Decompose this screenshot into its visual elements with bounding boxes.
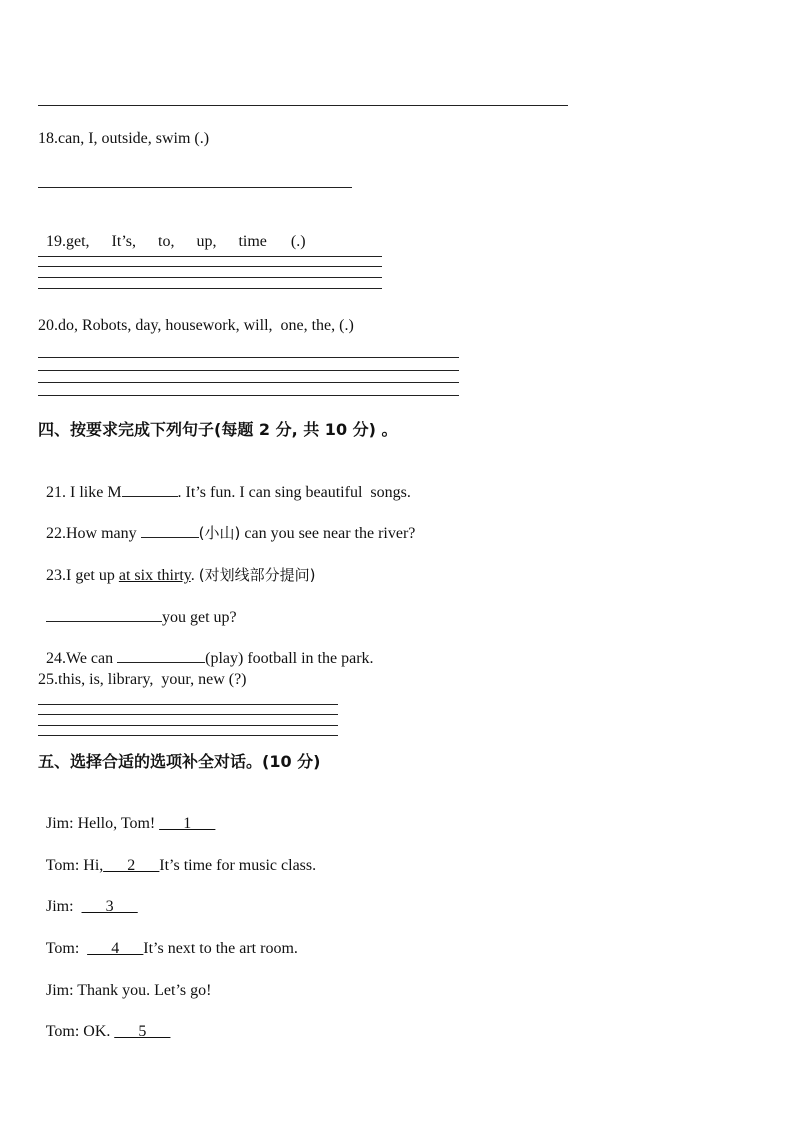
question-text: (play) football in the park. — [205, 650, 374, 667]
dialogue-text: OK. — [83, 1023, 115, 1040]
word: time — [238, 233, 267, 250]
speaker: Jim: — [46, 982, 74, 999]
dialogue-line — [38, 794, 215, 834]
answer-line — [38, 288, 382, 289]
question-18: 18.can, I, outside, swim (.) — [38, 130, 210, 147]
dialogue-text: It’s time for music class. — [159, 857, 317, 874]
dialogue-blank[interactable]: ___2___ — [103, 857, 160, 874]
dialogue-line — [38, 836, 316, 876]
dialogue-blank[interactable]: ___4___ — [87, 940, 144, 957]
answer-line — [38, 105, 568, 106]
fill-blank[interactable] — [122, 482, 178, 497]
answer-line — [38, 187, 352, 188]
dialogue-text: It’s next to the art room. — [143, 940, 298, 957]
fill-blank[interactable] — [117, 648, 205, 663]
answer-line — [38, 704, 338, 705]
hint-text: (小山) — [198, 524, 241, 542]
question-number: 19. — [46, 233, 66, 250]
dialogue-line — [38, 919, 298, 959]
word: up, — [196, 233, 217, 250]
fill-blank[interactable] — [141, 523, 199, 538]
answer-line — [38, 357, 459, 358]
word: It’s, — [111, 233, 136, 250]
dialogue-line — [38, 877, 138, 917]
question-text: can you see near the river? — [240, 525, 416, 542]
answer-line — [38, 382, 459, 383]
dialogue-line — [38, 1002, 170, 1042]
question-text: 21. I like M — [46, 484, 122, 501]
word: get, — [66, 233, 90, 250]
answer-line — [38, 370, 459, 371]
dialogue-text: Hi, — [83, 857, 104, 874]
fill-blank[interactable] — [46, 607, 162, 622]
dialogue-blank[interactable]: ___3___ — [81, 898, 138, 915]
question-text: you get up? — [162, 609, 237, 626]
question-24 — [38, 628, 374, 669]
question-19 — [38, 212, 306, 252]
question-text: 24.We can — [46, 650, 118, 667]
speaker: Jim: — [46, 815, 74, 832]
answer-line — [38, 256, 382, 257]
speaker: Jim: — [46, 898, 74, 915]
answer-line — [38, 277, 382, 278]
dialogue-text: Thank you. Let’s go! — [77, 982, 212, 999]
speaker: Tom: — [45, 1023, 80, 1040]
question-text: . It’s fun. I can sing beautiful songs. — [177, 484, 411, 501]
underlined-phrase: at six thirty — [118, 567, 191, 584]
section-four-title: 四、按要求完成下列句子(每题 2 分, 共 10 分) 。 — [38, 420, 398, 439]
question-23-answer — [38, 587, 237, 628]
answer-line — [38, 735, 338, 736]
dialogue-line — [38, 961, 211, 1001]
answer-line — [38, 266, 382, 267]
question-25: 25.this, is, library, your, new (?) — [38, 671, 247, 688]
question-text: . — [190, 567, 199, 584]
answer-line — [38, 725, 338, 726]
word: (.) — [290, 233, 306, 250]
dialogue-blank[interactable]: ___1___ — [159, 815, 216, 832]
question-text: 22.How many — [46, 525, 141, 542]
speaker: Tom: — [45, 940, 80, 957]
question-22 — [38, 503, 415, 544]
question-20: 20.do, Robots, day, housework, will, one, the, (.) — [38, 317, 354, 334]
hint-text: (对划线部分提问) — [198, 566, 316, 584]
dialogue-blank[interactable]: ___5___ — [114, 1023, 171, 1040]
section-five-title: 五、选择合适的选项补全对话。(10 分) — [38, 752, 321, 771]
answer-line — [38, 395, 459, 396]
word: to, — [158, 233, 175, 250]
dialogue-text: Hello, Tom! — [77, 815, 160, 832]
question-21 — [38, 462, 411, 503]
speaker: Tom: — [45, 857, 80, 874]
question-text: 23.I get up — [46, 567, 119, 584]
question-23 — [38, 545, 315, 586]
answer-line — [38, 714, 338, 715]
